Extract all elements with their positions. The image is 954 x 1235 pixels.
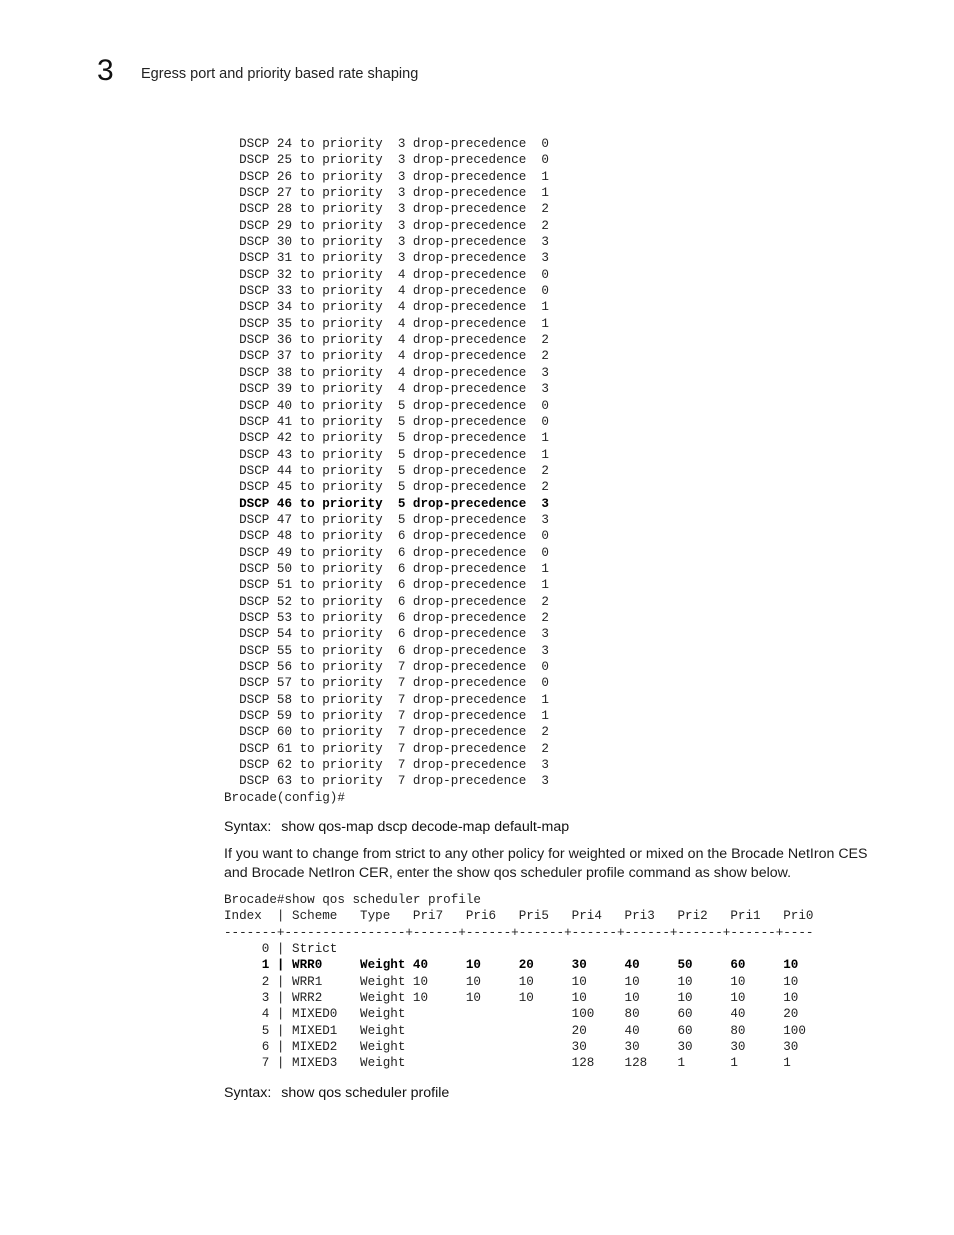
code-line: DSCP 54 to priority 6 drop-precedence 3 bbox=[224, 627, 549, 642]
code-line: Brocade(config)# bbox=[224, 790, 345, 805]
chapter-title: Egress port and priority based rate shaping bbox=[141, 66, 419, 82]
scheduler-profile-output bbox=[224, 892, 813, 1072]
code-line: -------+----------------+------+------+------+------+------+------+------+---- bbox=[224, 925, 814, 940]
code-line: DSCP 41 to priority 5 drop-precedence 0 bbox=[224, 414, 549, 429]
code-line: DSCP 51 to priority 6 drop-precedence 1 bbox=[224, 578, 549, 593]
code-line: Index | Scheme Type Pri7 Pri6 Pri5 Pri4 Pri3 Pri2 Pri1 Pri0 bbox=[224, 909, 814, 924]
code-line: DSCP 25 to priority 3 drop-precedence 0 bbox=[224, 153, 549, 168]
paragraph-command: show qos scheduler profile bbox=[456, 865, 625, 881]
code-line: DSCP 52 to priority 6 drop-precedence 2 bbox=[224, 594, 549, 609]
paragraph-text-after: command as show below. bbox=[624, 865, 792, 881]
syntax-command: show qos scheduler profile bbox=[281, 1085, 450, 1101]
code-line: DSCP 26 to priority 3 drop-precedence 1 bbox=[224, 169, 549, 184]
code-line: DSCP 61 to priority 7 drop-precedence 2 bbox=[224, 741, 549, 756]
code-line: DSCP 43 to priority 5 drop-precedence 1 bbox=[224, 447, 549, 462]
code-line: 0 | Strict bbox=[224, 942, 338, 957]
code-line: 4 | MIXED0 Weight 100 80 60 40 20 bbox=[224, 1007, 799, 1022]
code-line: Brocade#show qos scheduler profile bbox=[224, 893, 481, 907]
code-line: DSCP 33 to priority 4 drop-precedence 0 bbox=[224, 284, 549, 299]
code-line: 5 | MIXED1 Weight 20 40 60 80 100 bbox=[224, 1023, 806, 1038]
description-paragraph bbox=[224, 845, 874, 883]
code-line: DSCP 46 to priority 5 drop-precedence 3 bbox=[224, 496, 549, 511]
chapter-number: 3 bbox=[97, 54, 114, 87]
code-line: DSCP 37 to priority 4 drop-precedence 2 bbox=[224, 349, 549, 364]
code-line: DSCP 53 to priority 6 drop-precedence 2 bbox=[224, 610, 549, 625]
code-line: DSCP 48 to priority 6 drop-precedence 0 bbox=[224, 529, 549, 544]
code-line: DSCP 47 to priority 5 drop-precedence 3 bbox=[224, 512, 549, 527]
syntax-line-dscp-decode-map bbox=[224, 818, 569, 836]
code-line: DSCP 62 to priority 7 drop-precedence 3 bbox=[224, 758, 549, 773]
code-line: DSCP 56 to priority 7 drop-precedence 0 bbox=[224, 660, 549, 674]
code-line: DSCP 55 to priority 6 drop-precedence 3 bbox=[224, 643, 549, 658]
code-line: DSCP 34 to priority 4 drop-precedence 1 bbox=[224, 300, 549, 315]
code-line: DSCP 63 to priority 7 drop-precedence 3 bbox=[224, 774, 549, 789]
code-line: DSCP 38 to priority 4 drop-precedence 3 bbox=[224, 365, 549, 380]
code-line: DSCP 42 to priority 5 drop-precedence 1 bbox=[224, 431, 549, 446]
code-line: DSCP 45 to priority 5 drop-precedence 2 bbox=[224, 480, 549, 495]
code-line: DSCP 44 to priority 5 drop-precedence 2 bbox=[224, 463, 549, 478]
code-line: DSCP 49 to priority 6 drop-precedence 0 bbox=[224, 545, 549, 560]
code-line: 3 | WRR2 Weight 10 10 10 10 10 10 10 10 bbox=[224, 991, 799, 1006]
paragraph-text-before: If you want to change from strict to any other policy for weighted or mixed on the Brocade NetIron CES and Brocade NetIron CER, enter the bbox=[224, 846, 868, 881]
code-line: DSCP 31 to priority 3 drop-precedence 3 bbox=[224, 251, 549, 266]
dscp-mapping-listing bbox=[224, 136, 549, 806]
code-line: 6 | MIXED2 Weight 30 30 30 30 30 bbox=[224, 1040, 799, 1055]
syntax-line-scheduler-profile bbox=[224, 1084, 449, 1102]
page-header bbox=[0, 0, 954, 100]
code-line: DSCP 39 to priority 4 drop-precedence 3 bbox=[224, 382, 549, 397]
code-line: DSCP 50 to priority 6 drop-precedence 1 bbox=[224, 561, 549, 576]
code-line: DSCP 57 to priority 7 drop-precedence 0 bbox=[224, 676, 549, 691]
code-line: DSCP 59 to priority 7 drop-precedence 1 bbox=[224, 709, 549, 724]
code-line: DSCP 35 to priority 4 drop-precedence 1 bbox=[224, 316, 549, 331]
code-line: DSCP 32 to priority 4 drop-precedence 0 bbox=[224, 267, 549, 282]
code-line: 1 | WRR0 Weight 40 10 20 30 40 50 60 10 bbox=[224, 958, 799, 973]
syntax-label: Syntax: bbox=[224, 819, 272, 835]
code-line: DSCP 29 to priority 3 drop-precedence 2 bbox=[224, 218, 549, 233]
code-line: DSCP 60 to priority 7 drop-precedence 2 bbox=[224, 725, 549, 740]
code-line: DSCP 30 to priority 3 drop-precedence 3 bbox=[224, 235, 549, 250]
code-line: 2 | WRR1 Weight 10 10 10 10 10 10 10 10 bbox=[224, 974, 799, 989]
code-line: DSCP 40 to priority 5 drop-precedence 0 bbox=[224, 398, 549, 413]
code-line: 7 | MIXED3 Weight 128 128 1 1 1 bbox=[224, 1056, 791, 1071]
code-line: DSCP 28 to priority 3 drop-precedence 2 bbox=[224, 202, 549, 217]
code-line: DSCP 36 to priority 4 drop-precedence 2 bbox=[224, 333, 549, 348]
code-line: DSCP 24 to priority 3 drop-precedence 0 bbox=[224, 137, 549, 151]
code-line: DSCP 58 to priority 7 drop-precedence 1 bbox=[224, 692, 549, 707]
syntax-label: Syntax: bbox=[224, 1085, 272, 1101]
syntax-command: show qos-map dscp decode-map default-map bbox=[281, 819, 570, 835]
code-line: DSCP 27 to priority 3 drop-precedence 1 bbox=[224, 186, 549, 201]
